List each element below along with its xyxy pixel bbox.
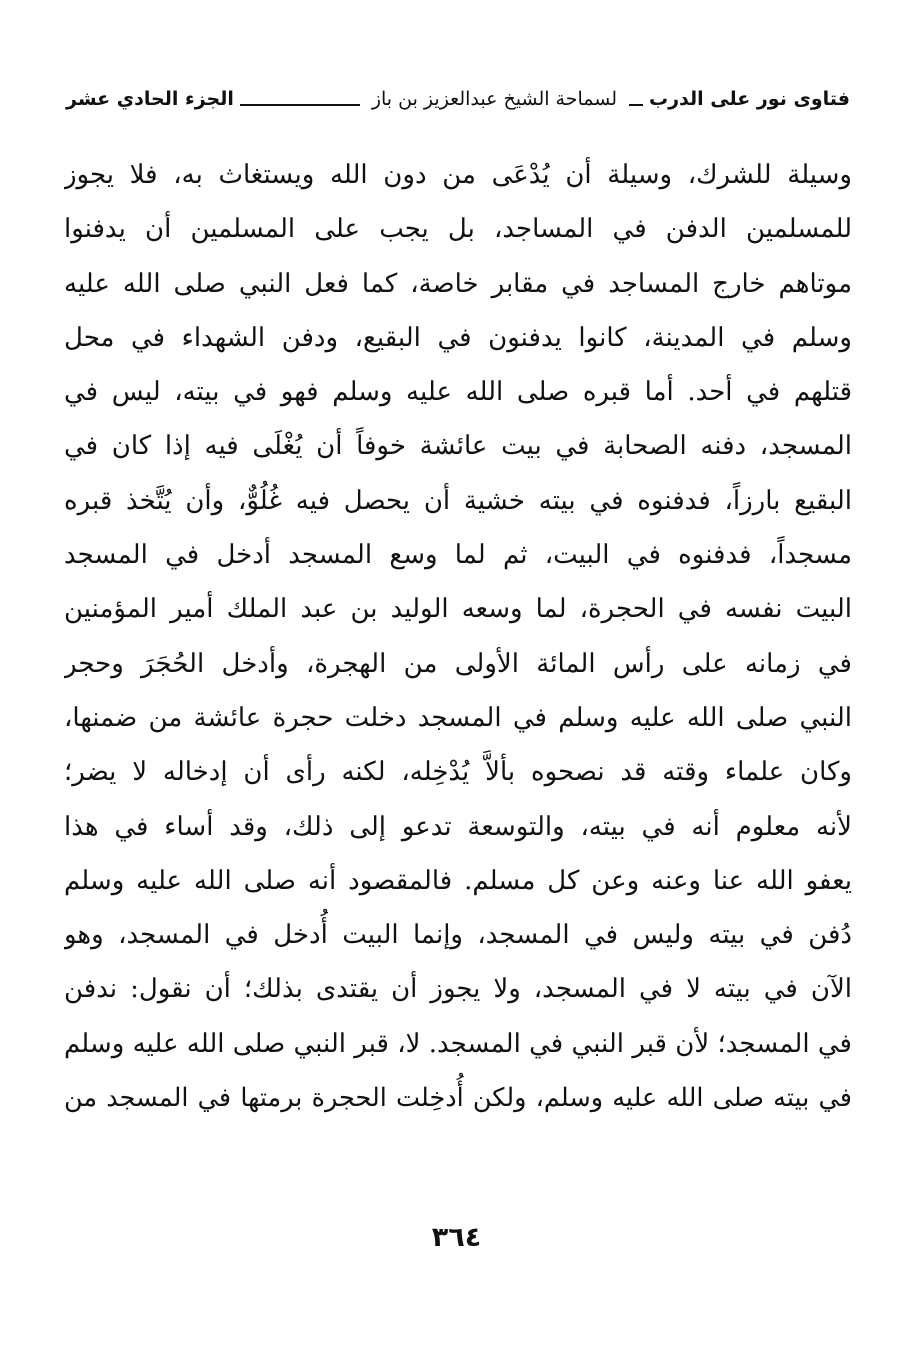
body-line: يعفو الله عنا وعنه وعن كل مسلم. فالمقصود أنه صلى الله عليه وسلم [64, 865, 852, 896]
body-line: وسيلة للشرك، وسيلة أن يُدْعَى من دون الله ويستغاث به، فلا يجوز [64, 160, 852, 190]
body-line: المسجد، دفنه الصحابة في بيت عائشة خوفاً أن يُغْلَى فيه إذا كان في [64, 431, 852, 462]
body-line: لأنه معلوم أنه في بيته، والتوسعة تدعو إلى ذلك، وقد أساء في هذا [64, 811, 852, 842]
body-line: البقيع بارزاً، فدفنوه في بيته خشية أن يحصل فيه غُلُوٌّ، وأن يُتَّخذ قبره [64, 485, 852, 516]
header-author: لسماحة الشيخ عبدالعزيز بن باز [371, 88, 617, 110]
body-line: النبي صلى الله عليه وسلم في المسجد دخلت حجرة عائشة من ضمنها، [64, 702, 852, 733]
header-book-title: فتاوى نور على الدرب [649, 88, 850, 110]
body-line: مسجداً، فدفنوه في البيت، ثم لما وسع المسجد أدخل في المسجد [64, 540, 852, 571]
body-line: دُفن في بيته وليس في المسجد، وإنما البيت أُدخل في المسجد، وهو [64, 920, 852, 951]
header-rule-short [629, 104, 643, 106]
body-line: وكان علماء وقته قد نصحوه بألاَّ يُدْخِله، لكنه رأى أن إدخاله لا يضر؛ [64, 757, 852, 788]
header-rule-long [240, 104, 360, 106]
body-line: في زمانه على رأس المائة الأولى من الهجرة، وأدخل الحُجَرَ وحجر [64, 648, 852, 679]
body-line: في المسجد؛ لأن قبر النبي في المسجد. لا، قبر النبي صلى الله عليه وسلم [64, 1028, 852, 1059]
body-line: موتاهم خارج المساجد في مقابر خاصة، كما فعل النبي صلى الله عليه [64, 268, 852, 299]
body-line: البيت نفسه في الحجرة، لما وسعه الوليد بن عبد الملك أمير المؤمنين [64, 594, 852, 625]
running-header [66, 82, 850, 116]
header-volume: الجزء الحادي عشر [66, 88, 234, 110]
body-line: الآن في بيته لا في المسجد، ولا يجوز أن يقتدى بذلك؛ أن نقول: ندفن [64, 974, 852, 1005]
body-line: وسلم في المدينة، كانوا يدفنون في البقيع، ودفن الشهداء في محل [64, 322, 852, 353]
body-line: للمسلمين الدفن في المساجد، بل يجب على المسلمين أن يدفنوا [64, 214, 852, 245]
body-line: في بيته صلى الله عليه وسلم، ولكن أُدخِلت الحجرة برمتها في المسجد من [64, 1083, 852, 1114]
body-text [64, 148, 852, 1125]
body-line: قتلهم في أحد. أما قبره صلى الله عليه وسلم فهو في بيته، ليس في [64, 377, 852, 408]
page-number: ٣٦٤ [431, 1222, 482, 1253]
